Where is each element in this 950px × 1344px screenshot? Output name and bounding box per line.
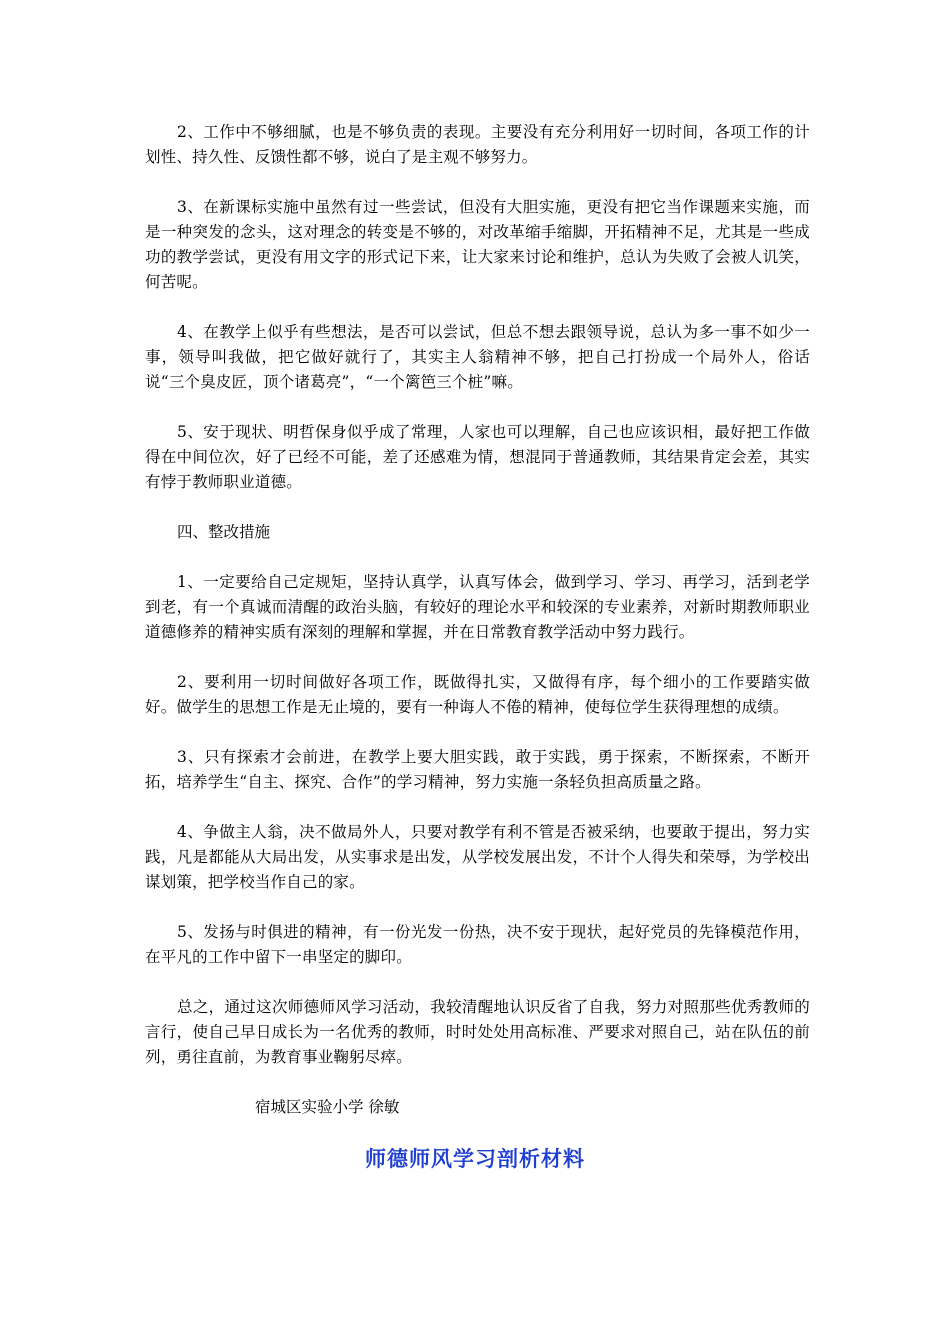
document-body: [145, 120, 810, 1120]
paragraph-measure-4: 4、争做主人翁，决不做局外人，只要对教学有利不管是否被采纳，也要敢于提出，努力实践，凡是都能从大局出发，从实事求是出发，从学校发展出发，不计个人得失和荣辱，为学校出谋划策，把学校当作自己的家。: [145, 823, 810, 891]
paragraph-problem-4: 4、在教学上似乎有些想法，是否可以尝试，但总不想去跟领导说，总认为多一事不如少一事，领导叫我做，把它做好就行了，其实主人翁精神不够，把自己打扮成一个局外人，俗话说“三个臭皮匠，顶个诸葛亮”，“一个篱笆三个桩”嘛。: [145, 323, 810, 391]
paragraph-measure-5: 5、发扬与时俱进的精神，有一份光发一份热，决不安于现状，起好党员的先锋模范作用，在平凡的工作中留下一串坚定的脚印。: [145, 923, 810, 966]
paragraph-conclusion: 总之，通过这次师德师风学习活动，我较清醒地认识反省了自我，努力对照那些优秀教师的言行，使自己早日成长为一名优秀的教师，时时处处用高标准、严要求对照自己，站在队伍的前列，勇往直前，为教育事业鞠躬尽瘁。: [145, 998, 810, 1066]
paragraph-problem-3: 3、在新课标实施中虽然有过一些尝试，但没有大胆实施，更没有把它当作课题来实施，而是一种突发的念头，这对理念的转变是不够的，对改革缩手缩脚，开拓精神不足，尤其是一些成功的教学尝试，更没有用文字的形式记下来，让大家来讨论和维护，总认为失败了会被人讥笑，何苦呢。: [145, 198, 810, 291]
section-heading: 四、整改措施: [177, 523, 271, 541]
paragraph-problem-5: 5、安于现状、明哲保身似乎成了常理，人家也可以理解，自己也应该识相，最好把工作做得在中间位次，好了已经不可能，差了还感难为情，想混同于普通教师，其结果肯定会差，其实有悖于教师职业道德。: [145, 423, 810, 491]
paragraph-measure-2: 2、要利用一切时间做好各项工作，既做得扎实，又做得有序，每个细小的工作要踏实做好。做学生的思想工作是无止境的，要有一种诲人不倦的精神，使每位学生获得理想的成绩。: [145, 673, 810, 716]
next-document-title: 师德师风学习剖析材料: [365, 1147, 585, 1171]
paragraph-measure-1: 1、一定要给自己定规矩，坚持认真学，认真写体会，做到学习、学习、再学习，活到老学到老，有一个真诚而清醒的政治头脑，有较好的理论水平和较深的专业素养，对新时期教师职业道德修养的精神实质有深刻的理解和掌握，并在日常教育教学活动中努力践行。: [145, 573, 810, 641]
paragraph-measure-3: 3、只有探索才会前进，在教学上要大胆实践，敢于实践，勇于探索，不断探索，不断开拓，培养学生“自主、探究、合作”的学习精神，努力实施一条轻负担高质量之路。: [145, 748, 810, 791]
paragraph-problem-2: 2、工作中不够细腻，也是不够负责的表现。主要没有充分利用好一切时间，各项工作的计划性、持久性、反馈性都不够，说白了是主观不够努力。: [145, 123, 810, 166]
signature: 宿城区实验小学 徐敏: [255, 1098, 400, 1116]
